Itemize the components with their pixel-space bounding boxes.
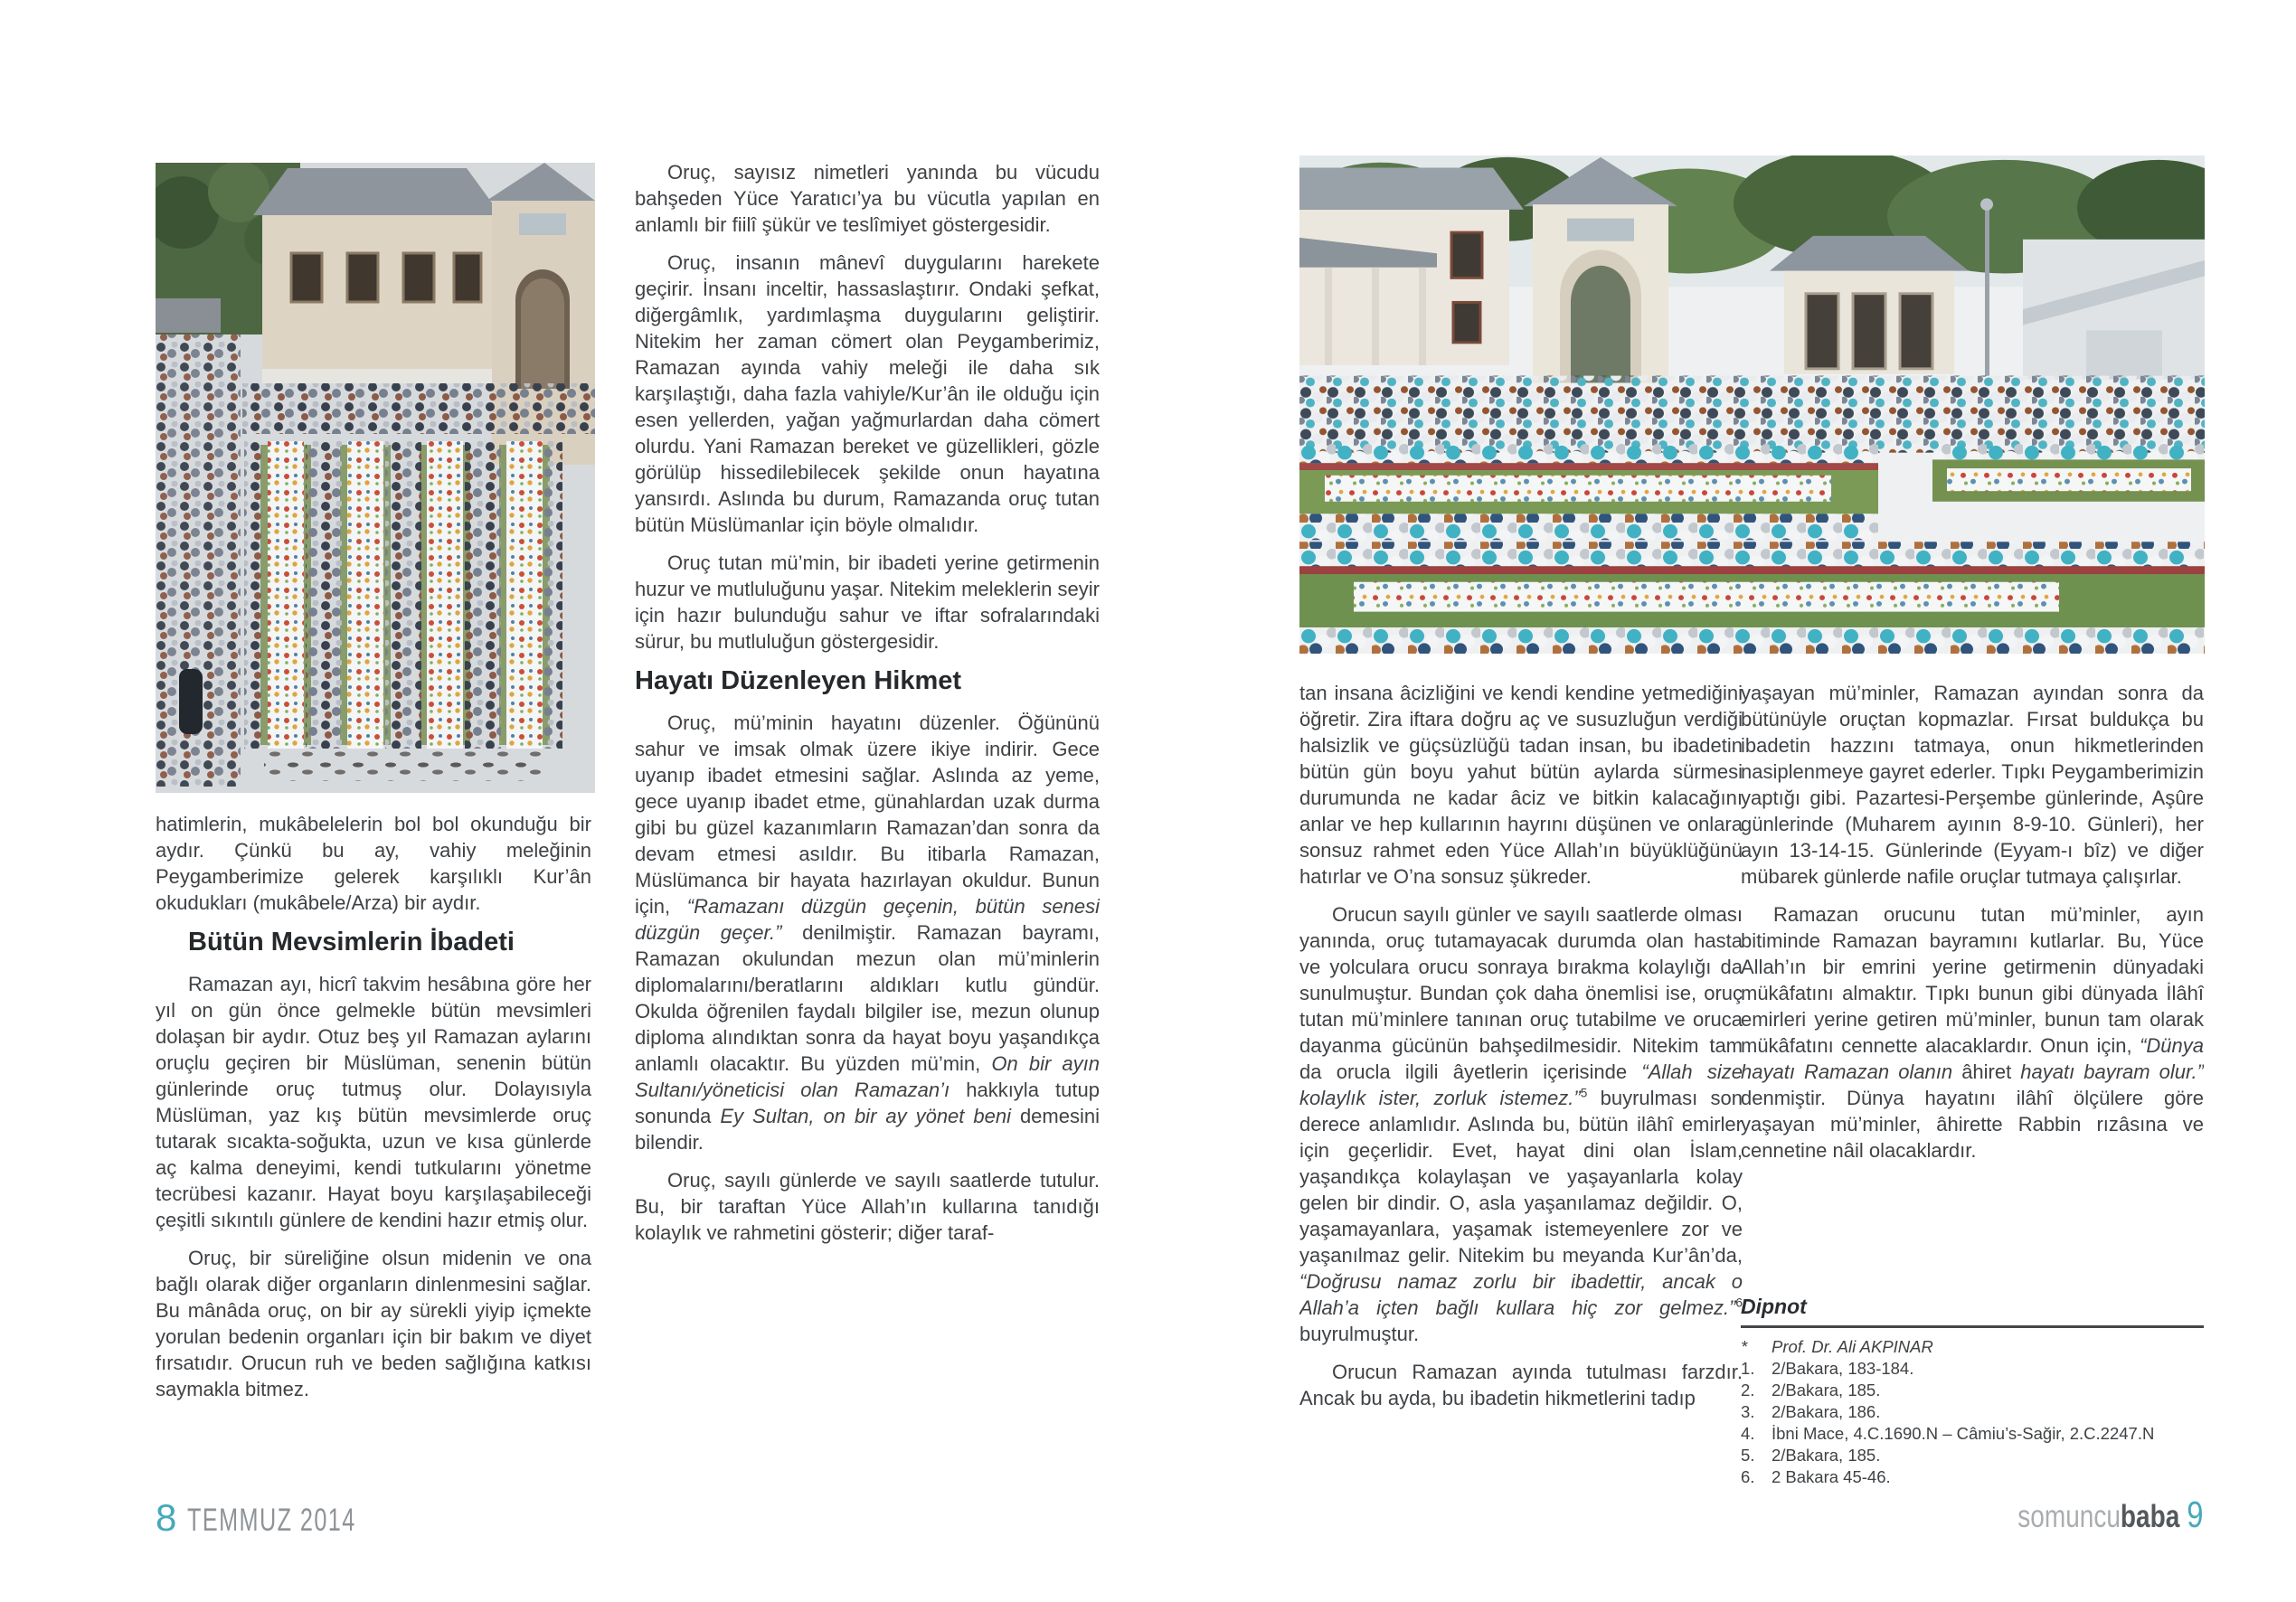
page-number-right: 9 [2187, 1494, 2204, 1535]
iftar-garden-photo-illustration [1299, 155, 2205, 654]
footnote-marker: 2. [1741, 1381, 1755, 1399]
footnote-marker: 3. [1741, 1402, 1755, 1421]
paragraph: Oruç, sayılı günlerde ve sayılı saatlerde tutulur. Bu, bir taraftan Yüce Allah’ın kullarına tanıdığı kolaylık ve rahmetini gösterir; diğer taraf- [635, 1169, 1100, 1244]
iftar-garden-photo [1299, 155, 2205, 654]
section-heading-hayati-duzenleyen-hikmet: Hayatı Düzenleyen Hikmet [635, 666, 962, 695]
iftar-courtyard-photo [156, 163, 595, 793]
footnote-marker: * [1741, 1337, 1748, 1356]
paragraph: Oruç tutan mü’min, bir ibadeti yerine getirmenin huzur ve mutluluğunu yaşar. Nitekim meleklerin seyir için hazır bulunduğu sahur ve iftar sofralarındaki sürur, bu mutluluğun göstergesidir. [635, 551, 1100, 653]
footnote-item [1741, 1401, 2204, 1423]
paragraph: Orucun Ramazan ayında tutulması farzdır. Ancak bu ayda, bu ibadetin hikmetlerini tadıp [1299, 1361, 1743, 1409]
footnote-text: 2/Bakara, 185. [1772, 1446, 1881, 1465]
paragraph: Oruç, bir süreliğine olsun midenin ve ona bağlı olarak diğer organların dinlenmesini sağlar. Bu mânâda oruç, on bir ay sürekli yiyip içmekte yorulan bedenin organları için bir bakım ve diyet fırsatıdır. Orucun ruh ve beden sağlığına katkısı saymakla bitmez. [156, 1247, 591, 1400]
paragraph: Oruç, insanın mânevî duygularını harekete geçirir. İnsanı inceltir, hassaslaştırır. Ondaki şefkat, diğergâmlık, yardımlaşma duygularını geliştirir. Nitekim her zaman cömert olan Peygamberimiz, Ramazan ayında vahiy meleği ile daha sık karşılaştığı, daha fazla vahiyle/Kur’ân ile olduğu için esen yellerden, yağan yağmurlardan daha cömert olurdu. Yani Ramazan bereket ve güzellikleri, gözle görülüp hissedilebilecek şekilde onun hayatına yansırdı. Aslında bu durum, Ramazanda oruç tutan bütün Müslümanlar için böyle olmalıdır. [635, 251, 1100, 536]
footnote-text: Prof. Dr. Ali AKPINAR [1772, 1337, 1933, 1356]
brand-and-page-number [2018, 1494, 2204, 1536]
left-page-column-1 [156, 811, 591, 1484]
footnote-item [1741, 1423, 2204, 1445]
paragraph: tan insana âcizliğini ve kendi kendine yetmediğini öğretir. Zira iftara doğru aç ve susuzluğun verdiği halsizlik ve güçsüzlüğü tadan insan, bu ibadetin bütün gün boyu yahut bütün aylarda sürmesi durumunda ne kadar âciz ve bitkin kalacağını anlar ve hep kullarının hayrını düşünen ve onlara sonsuz rahmet eden Yüce Allah’ın büyüklüğünü hatırlar ve O’na sonsuz şükreder. [1299, 682, 1743, 888]
footnote-item [1741, 1336, 2204, 1358]
footnote-item [1741, 1358, 2204, 1380]
left-page-column-2 [635, 159, 1100, 1546]
paragraph: yaşayan mü’minler, Ramazan ayından sonra da bütünüyle oruçtan kopmazlar. Fırsat buldukça bu ibadetin hazzını tatmaya, onun hikmetlerinden nasiplenmeye gayret ederler. Tıpkı Peygamberimizin yaptığı gibi. Pazartesi-Perşembe günlerinde, Aşûre günlerinde (Muharem ayının 8-9-10. Günleri), her ayın 13-14-15. Günlerinde (Eyyam-ı bîz) ve diğer mübarek günlerde nafile oruçlar tutmaya çalışırlar. [1741, 682, 2204, 888]
right-page-column-1 [1299, 680, 1743, 1539]
footnotes-heading: Dipnot [1741, 1295, 1807, 1318]
page-right [1148, 0, 2296, 1602]
footnote-marker: 1. [1741, 1359, 1755, 1378]
page-number-left: 8 [156, 1496, 177, 1539]
footnote-marker: 4. [1741, 1424, 1755, 1443]
footnote-text: 2/Bakara, 186. [1772, 1402, 1881, 1421]
issue-label: TEMMUZ 2014 [187, 1503, 357, 1538]
footnote-marker: 5. [1741, 1446, 1755, 1465]
footnotes-section [1741, 1295, 2204, 1488]
right-page-footer [1971, 1494, 2204, 1536]
footnote-item [1741, 1380, 2204, 1401]
paragraph: hatimlerin, mukâbelelerin bol bol okunduğu bir aydır. Çünkü bu ay, vahiy meleğinin Peygamberimize gelerek karşılıklı Kur’ân okudukları (mukâbele/Arza) bir aydır. [156, 813, 591, 914]
footnote-text: İbni Mace, 4.C.1690.N – Câmiu’s-Sağir, 2.C.2247.N [1772, 1424, 2155, 1443]
paragraph: Orucun sayılı günler ve sayılı saatlerde olması yanında, oruç tutamayacak durumda olan hasta ve yolculara orucu sonraya bırakma kolaylığı da sunulmuştur. Bundan çok daha önemlisi ise, oruç tutan mü’minlere tanınan oruç tutabilme ve oruca dayanma gücünün bahşedilmesidir. Nitekim tam da orucla ilgili âyetlerin içerisinde “Allah size kolaylık ister, zorluk istemez.”$^5$ buyrulması son derece anlamlıdır. Aslında bu, bütün ilâhî emirler için geçerlidir. Evet, hayat dini olan İslam, yaşandıkça kolaylaşan ve yaşayanlarla kolay gelen bir dindir. O, asla yaşanılamaz değildir. O, yaşamayanlara, yaşamak istemeyenlere zor ve yaşanılmaz gelir. Nitekim bu meyanda Kur’ân’da, “Doğrusu namaz zorlu bir ibadettir, ancak o Allah’a içten bağlı kullara hiç zor gelmez.”$^6$ buyrulmuştur. [1299, 903, 1743, 1345]
paragraph: Oruç, sayısız nimetleri yanında bu vücudu bahşeden Yüce Yaratıcı’ya bu vücutla yapılan en anlamlı bir fiilî şükür ve teslîmiyet göstergesidir. [635, 161, 1100, 236]
iftar-courtyard-photo-illustration [156, 163, 595, 793]
section-heading-butun-mevsimlerin-ibadeti: Bütün Mevsimlerin İbadeti [188, 928, 515, 956]
footnote-text: 2/Bakara, 185. [1772, 1381, 1881, 1399]
footnote-item [1741, 1466, 2204, 1488]
left-page-footer [156, 1496, 422, 1540]
paragraph: Ramazan orucunu tutan mü’minler, ayın bitiminde Ramazan bayramını kutlarlar. Bu, Yüce Allah’ın bir emrini yerine getirmenin dünyadaki mükâfatını almaktır. Tıpkı bunun gibi dünyada İlâhî emirleri yerine getiren mü’minler, bunun tam olarak mükâfatını cennette alacaklardır. Onun için, “Dünya hayatı Ramazan olanın âhiret hayatı bayram olur.” denmiştir. Dünya hayatını ilâhî ölçülere göre yaşayan mü’minler, âhirette Rabbin rızâsına ve cennetine nâil olacaklardır. [1741, 903, 2204, 1162]
footnote-text: 2/Bakara, 183-184. [1772, 1359, 1914, 1378]
footnote-marker: 6. [1741, 1467, 1755, 1486]
footnote-item [1741, 1445, 2204, 1466]
right-page-column-2 [1741, 680, 2204, 1293]
brand-baba: baba [2121, 1499, 2180, 1534]
paragraph: Oruç, mü’minin hayatını düzenler. Öğününü sahur ve imsak olmak üzere ikiye indirir. Gece uyanıp ibadet etmesini sağlar. Aslında az yeme, gece uyanıp ibadet etme, günahlardan uzak durma gibi bu güzel kazanımların Ramazan’dan sonra da devam etmesi asıldır. Bu itibarla Ramazan, Müslümanca bir hayata hazırlayan okuldur. Bunun için, “Ramazanı düzgün geçenin, bütün senesi düzgün geçer.” denilmiştir. Ramazan bayramı, Ramazan okulundan mezun olan mü’minlerin diplomalarını/beratlarını aldıkları kutlu gündür. Okulda öğrenilen faydalı bilgiler ise, mezun olunup diploma alındıktan sonra da hayat boyu yaşandıkça anlamlı olacaktır. Bu yüzden mü’min, On bir ayın Sultanı/yöneticisi olan Ramazan’ı hakkıyla tutup sonunda Ey Sultan, on bir ay yönet beni demesini bilendir. [635, 711, 1100, 1154]
paragraph: Ramazan ayı, hicrî takvim hesâbına göre her yıl on gün önce gelmekle bütün mevsimleri dolaşan bir aydır. Otuz beş yıl Ramazan aylarını oruçlu geçiren bir Müslüman, senenin bütün günlerinde oruç tutmuş olur. Dolayısıyla Müslüman, yaz kış bütün mevsimlerde oruç tutarak sıcakta-soğukta, uzun ve kısa günlerde aç kalma deneyimi, kendi tutkularını yönetme tecrübesi kazanır. Hayat boyu karşılaşabileceği çeşitli sıkıntılı günlere de kendini hazır etmiş olur. [156, 973, 591, 1231]
footnotes-divider [1741, 1325, 2204, 1328]
footnote-text: 2 Bakara 45-46. [1772, 1467, 1891, 1486]
brand-somuncu: somuncu [2017, 1499, 2121, 1534]
